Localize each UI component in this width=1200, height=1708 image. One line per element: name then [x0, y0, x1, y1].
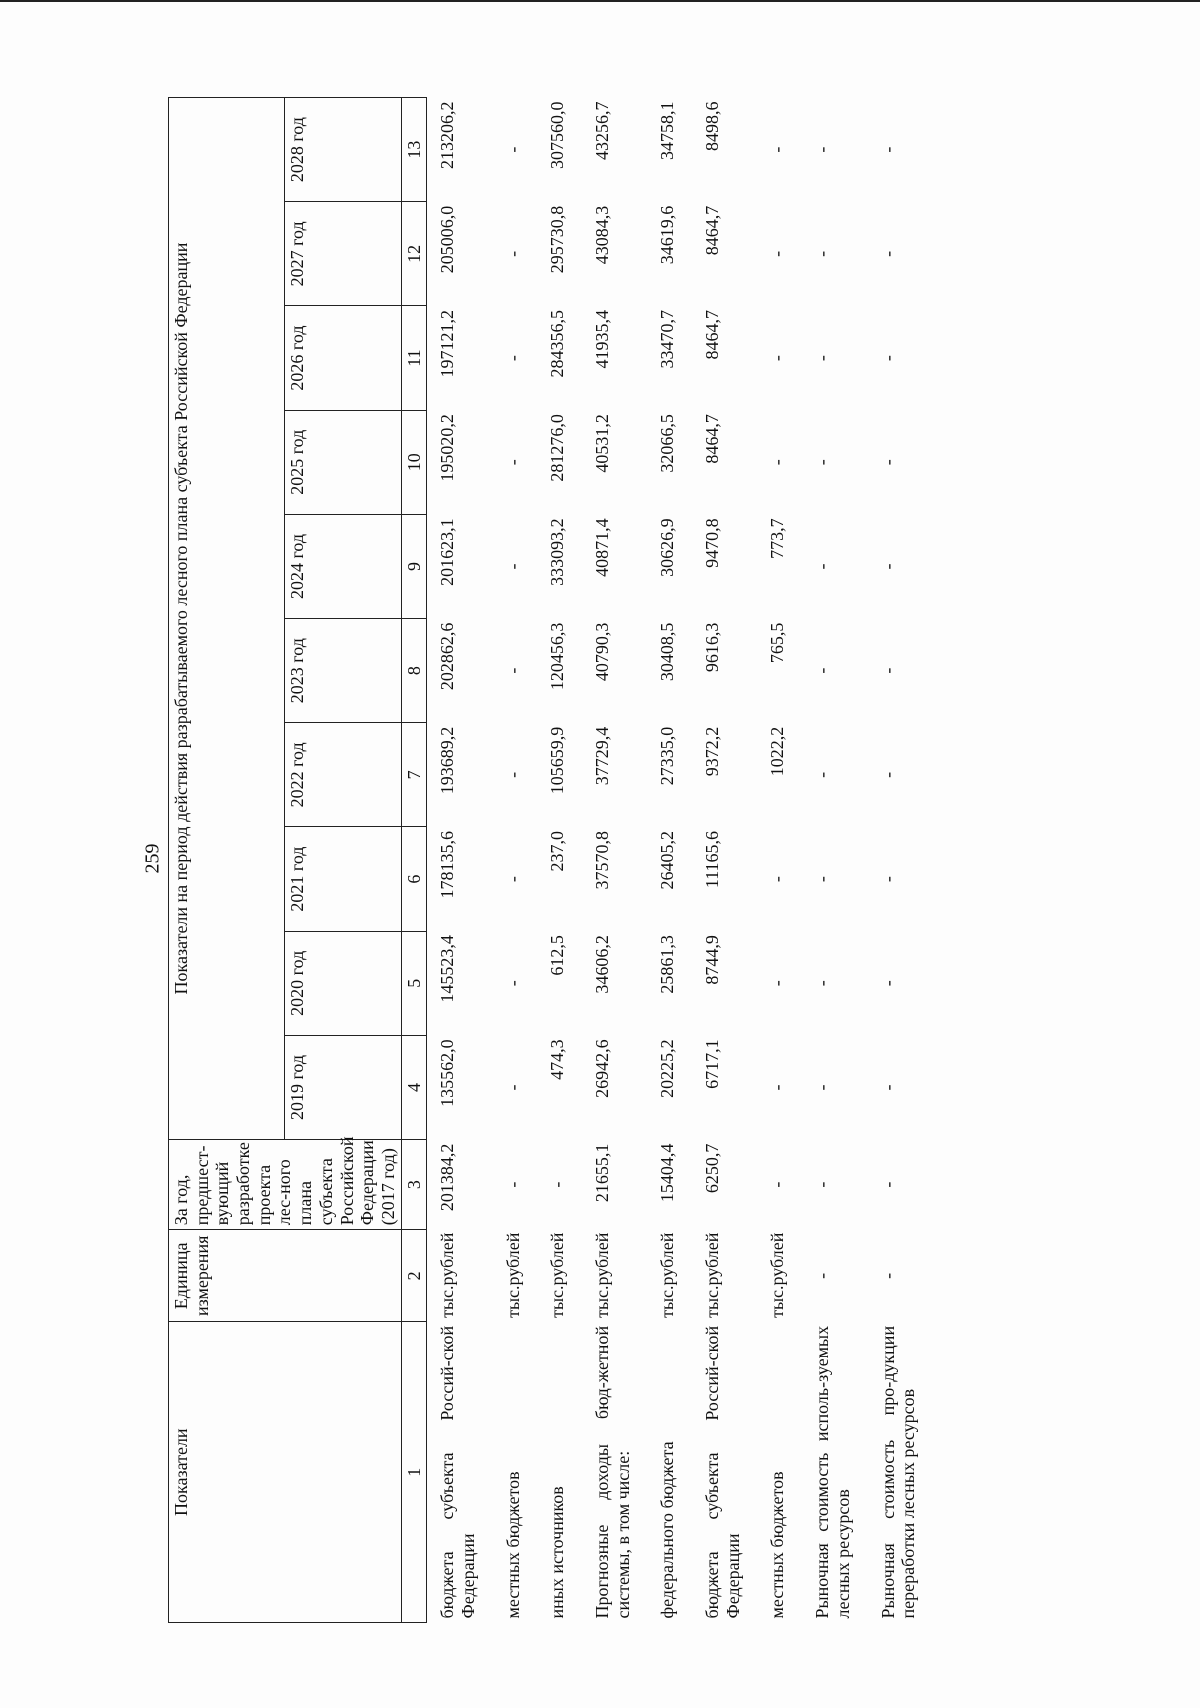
row-unit: тыс.рублей	[437, 1232, 458, 1318]
row-value-cell: -	[502, 459, 523, 466]
header-year: 2020 год	[285, 931, 401, 1035]
row-value-cell: 37570,8	[592, 830, 612, 890]
row-value-cell: 237,0	[547, 830, 568, 872]
row-value-cell: -	[547, 1181, 568, 1188]
row-value-cell: 32066,5	[657, 414, 678, 473]
row-indicator-name: местных бюджетов	[502, 1471, 523, 1619]
row-value-cell: -	[502, 250, 523, 257]
row-value-cell: 40531,2	[592, 414, 612, 473]
row-value-cell: 474,3	[547, 1039, 568, 1080]
row-value-cell: -	[502, 563, 523, 570]
row-value-cell: 21655,1	[592, 1143, 612, 1203]
row-value-cell: 295730,8	[547, 205, 568, 274]
row-value-cell: -	[812, 771, 833, 778]
row-value-cell: 773,7	[767, 518, 788, 559]
table-row	[427, 98, 493, 1623]
row-value-cell: 1022,2	[767, 726, 788, 777]
row-value-cell: -	[502, 146, 523, 153]
table-row	[757, 98, 802, 1623]
row-value-cell: 11165,6	[702, 830, 723, 889]
row-value-cell: 9616,3	[702, 622, 723, 673]
row-value-cell: 8464,7	[702, 414, 723, 464]
header-period-group: Показатели на период действия разрабатываемого лесного плана субъекта Российской Федерации	[169, 98, 285, 1140]
row-unit: тыс.рублей	[592, 1232, 612, 1318]
row-value-cell: -	[877, 459, 898, 466]
row-value-cell: 6717,1	[702, 1039, 723, 1089]
row-value-cell: -	[812, 980, 833, 987]
header-row-top	[169, 98, 285, 1623]
row-value-cell: 612,5	[547, 935, 568, 976]
row-value-cell: 34619,6	[657, 205, 678, 265]
column-number: 10	[401, 410, 427, 514]
column-number: 12	[401, 202, 427, 306]
header-year: 2023 год	[285, 619, 401, 723]
header-prev-year: За год, предшест-вующий разработке проекта лес-ного плана субъекта Российской Федерации (2017 год)	[169, 1140, 402, 1230]
row-indicator-name: иных источников	[547, 1486, 568, 1619]
row-value-cell: -	[877, 667, 898, 674]
row-value-cell: 26405,2	[657, 830, 678, 890]
row-indicator-name: федерального бюджета	[657, 1441, 678, 1619]
row-value-cell: 307560,0	[547, 101, 568, 169]
column-number: 3	[401, 1140, 427, 1230]
row-value-cell: -	[877, 771, 898, 778]
row-value-cell: -	[877, 1181, 898, 1188]
row-value-cell: -	[767, 459, 788, 466]
row-unit: -	[877, 1272, 898, 1279]
row-indicator-name: Рыночная стоимость исполь-зуемых лесных ресурсов	[812, 1325, 853, 1619]
row-value-cell: 20225,2	[657, 1039, 678, 1098]
row-value-cell: -	[812, 1181, 833, 1188]
row-value-cell: 34758,1	[657, 101, 678, 160]
table-row	[493, 98, 538, 1623]
header-year: 2025 год	[285, 410, 401, 514]
column-number: 2	[401, 1230, 427, 1322]
row-value-cell: 333093,2	[547, 518, 568, 586]
row-value-cell: 30626,9	[657, 518, 678, 577]
table-row	[582, 98, 647, 1623]
row-value-cell: -	[502, 1084, 523, 1091]
table-row	[692, 98, 757, 1623]
row-value-cell: 178135,6	[437, 830, 458, 899]
column-number: 6	[401, 827, 427, 931]
row-value-cell: 34606,2	[592, 935, 612, 994]
row-value-cell: 15404,4	[657, 1143, 678, 1203]
column-number: 9	[401, 514, 427, 618]
row-value-cell: 43084,3	[592, 205, 612, 265]
header-year: 2024 год	[285, 514, 401, 618]
row-value-cell: 41935,4	[592, 309, 612, 369]
row-value-cell: 37729,4	[592, 726, 612, 786]
row-value-cell: 765,5	[767, 622, 788, 664]
row-value-cell: -	[812, 250, 833, 257]
row-value-cell: 33470,7	[657, 309, 678, 369]
row-value-cell: -	[502, 876, 523, 883]
scan-top-edge	[0, 0, 1200, 2]
row-indicator-name: Рыночная стоимость про-дукции переработки лесных ресурсов	[877, 1325, 919, 1619]
row-indicator-name: бюджета субъекта Россий-ской Федерации	[437, 1325, 478, 1619]
row-value-cell: 281276,0	[547, 414, 568, 482]
header-year: 2028 год	[285, 98, 401, 202]
row-value-cell: 202862,6	[437, 622, 458, 691]
row-value-cell: 26942,6	[592, 1039, 612, 1098]
row-value-cell: -	[767, 1181, 788, 1188]
table-row	[868, 98, 933, 1623]
row-value-cell: -	[812, 667, 833, 674]
row-value-cell: 9470,8	[702, 518, 723, 568]
row-value-cell: 284356,5	[547, 309, 568, 378]
column-number: 1	[401, 1322, 427, 1623]
row-unit: тыс.рублей	[702, 1232, 723, 1318]
table-row	[647, 98, 692, 1623]
row-value-cell: -	[502, 667, 523, 674]
header-year: 2027 год	[285, 202, 401, 306]
row-value-cell: -	[812, 1084, 833, 1091]
row-value-cell: 120456,3	[547, 622, 568, 691]
row-value-cell: -	[767, 1084, 788, 1091]
row-value-cell: 8464,7	[702, 205, 723, 256]
row-value-cell: 197121,2	[437, 309, 458, 378]
row-value-cell: 205006,0	[437, 205, 458, 274]
row-value-cell: -	[812, 355, 833, 362]
row-value-cell: -	[877, 563, 898, 570]
row-value-cell: -	[767, 980, 788, 987]
row-value-cell: -	[812, 876, 833, 883]
column-number: 8	[401, 619, 427, 723]
row-unit: тыс.рублей	[547, 1232, 568, 1318]
row-indicator-name: Прогнозные доходы бюд-жетной системы, в том числе:	[592, 1325, 633, 1619]
row-value-cell: -	[767, 355, 788, 362]
column-number: 13	[401, 98, 427, 202]
row-value-cell: 8498,6	[702, 101, 723, 151]
row-value-cell: -	[502, 1181, 523, 1188]
header-unit: Единица измерения	[169, 1230, 402, 1322]
column-number: 7	[401, 723, 427, 827]
row-indicator-name: местных бюджетов	[767, 1471, 788, 1619]
header-year: 2019 год	[285, 1035, 401, 1139]
row-value-cell: -	[767, 146, 788, 153]
column-numbers-row	[401, 98, 427, 1623]
row-indicator-name: бюджета субъекта Россий-ской Федерации	[702, 1325, 743, 1619]
row-value-cell: 193689,2	[437, 726, 458, 795]
header-year: 2026 год	[285, 306, 401, 410]
row-value-cell: 30408,5	[657, 622, 678, 682]
row-unit: -	[812, 1272, 833, 1279]
row-value-cell: 8464,7	[702, 309, 723, 360]
row-value-cell: 40790,3	[592, 622, 612, 682]
row-value-cell: 8744,9	[702, 935, 723, 985]
row-value-cell: 25861,3	[657, 935, 678, 994]
row-value-cell: -	[877, 355, 898, 362]
row-value-cell: -	[767, 250, 788, 257]
row-value-cell: 105659,9	[547, 726, 568, 795]
row-value-cell: -	[877, 1084, 898, 1091]
rotated-table-container	[168, 97, 1170, 1623]
header-indicator: Показатели	[169, 1322, 402, 1623]
row-value-cell: 135562,0	[437, 1039, 458, 1107]
row-value-cell: 201623,1	[437, 518, 458, 586]
row-value-cell: 27335,0	[657, 726, 678, 786]
row-value-cell: -	[812, 146, 833, 153]
row-value-cell: -	[877, 250, 898, 257]
row-value-cell: -	[502, 980, 523, 987]
row-unit: тыс.рублей	[502, 1232, 523, 1318]
page-number: 259	[141, 843, 164, 874]
column-number: 5	[401, 931, 427, 1035]
table-row	[537, 98, 582, 1623]
row-value-cell: 40871,4	[592, 518, 612, 577]
row-value-cell: -	[767, 876, 788, 883]
header-year: 2021 год	[285, 827, 401, 931]
row-unit: тыс.рублей	[657, 1232, 678, 1318]
row-value-cell: 201384,2	[437, 1143, 458, 1212]
row-value-cell: -	[502, 771, 523, 778]
row-value-cell: -	[812, 459, 833, 466]
row-value-cell: 213206,2	[437, 101, 458, 169]
column-number: 11	[401, 306, 427, 410]
row-value-cell: 43256,7	[592, 101, 612, 160]
column-number: 4	[401, 1035, 427, 1139]
row-value-cell: -	[502, 355, 523, 362]
indicators-table	[168, 97, 933, 1623]
row-value-cell: 145523,4	[437, 935, 458, 1003]
row-value-cell: 195020,2	[437, 414, 458, 482]
row-value-cell: 6250,7	[702, 1143, 723, 1194]
table-row	[802, 98, 867, 1623]
row-value-cell: -	[877, 876, 898, 883]
table-body	[427, 98, 933, 1623]
row-unit: тыс.рублей	[767, 1232, 788, 1318]
header-year: 2022 год	[285, 723, 401, 827]
row-value-cell: 9372,2	[702, 726, 723, 777]
row-value-cell: -	[877, 980, 898, 987]
row-value-cell: -	[812, 563, 833, 570]
row-value-cell: -	[877, 146, 898, 153]
